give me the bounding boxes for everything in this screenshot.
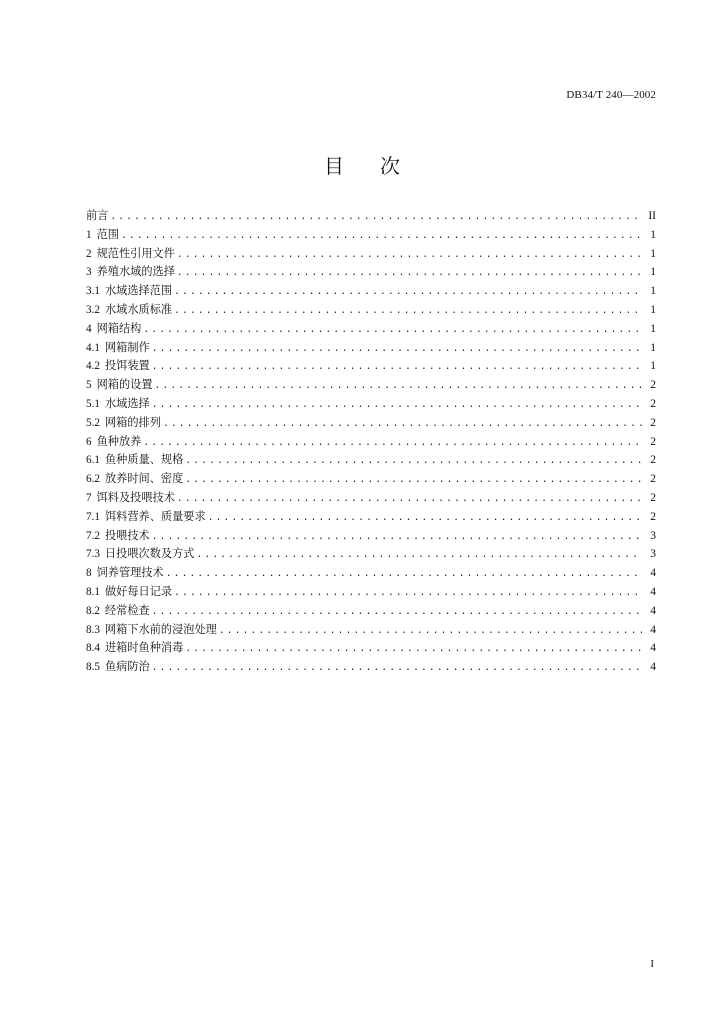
toc-entry-number: 5.2 xyxy=(86,416,100,429)
toc-dot-leader xyxy=(121,227,642,246)
toc-entry-label: 投饵装置 xyxy=(104,359,150,373)
toc-entry-page: 4 xyxy=(650,567,656,580)
toc-entry-number: 7.1 xyxy=(86,510,100,523)
toc-entry-page: 4 xyxy=(650,642,656,655)
toc-entry-page: 2 xyxy=(650,435,656,448)
toc-entry-number: 7.3 xyxy=(86,548,100,561)
toc-entry-number: 5.1 xyxy=(86,397,100,410)
toc-entry-number: 7.2 xyxy=(86,529,100,542)
toc-entry[interactable] xyxy=(86,621,656,640)
toc-dot-leader xyxy=(152,358,642,377)
toc-entry-label: 规范性引用文件 xyxy=(96,246,175,260)
page-title xyxy=(0,150,724,179)
toc-entry-label: 饵料营养、质量要求 xyxy=(104,509,206,523)
toc-entry-page: II xyxy=(648,210,656,222)
toc-entry[interactable] xyxy=(86,376,656,395)
toc-entry-label: 网箱的排列 xyxy=(104,415,161,429)
toc-entry-label: 前言 xyxy=(86,209,109,222)
toc-entry-title xyxy=(86,433,141,452)
toc-entry-label: 饵料及投喂技术 xyxy=(96,490,175,504)
toc-entry-page: 1 xyxy=(650,266,656,279)
toc-entry-page: 3 xyxy=(650,548,656,561)
toc-entry-title xyxy=(86,226,119,245)
toc-entry-title xyxy=(86,451,183,470)
toc-entry-title xyxy=(86,320,141,339)
toc-entry-page: 1 xyxy=(650,360,656,373)
toc-entry-page: 3 xyxy=(650,529,656,542)
toc-entry-label: 放养时间、密度 xyxy=(104,472,184,486)
toc-entry-title xyxy=(86,414,161,433)
toc-dot-leader xyxy=(174,302,642,321)
toc-entry-label: 鱼种放养 xyxy=(96,434,142,448)
toc-entry-number: 1 xyxy=(86,228,92,241)
toc-entry-label: 范围 xyxy=(96,227,119,241)
toc-entry-page: 1 xyxy=(650,285,656,298)
toc-dot-leader xyxy=(177,264,642,283)
page-number: I xyxy=(650,958,654,970)
toc-entry-page: 1 xyxy=(650,247,656,260)
toc-entry-number: 3 xyxy=(86,266,92,279)
toc-entry-label: 水域水质标准 xyxy=(104,302,173,316)
toc-entry[interactable] xyxy=(86,470,656,489)
toc-dot-leader xyxy=(185,471,642,490)
toc-entry-title xyxy=(86,263,175,282)
toc-entry-page: 2 xyxy=(650,473,656,486)
toc-entry-page: 2 xyxy=(650,416,656,429)
toc-entry[interactable] xyxy=(86,207,656,226)
toc-entry-title xyxy=(86,489,175,508)
toc-entry[interactable] xyxy=(86,658,656,677)
toc-entry[interactable] xyxy=(86,339,656,358)
document-code: DB34/T 240—2002 xyxy=(566,89,656,101)
toc-entry-title xyxy=(86,301,172,320)
toc-entry-label: 网箱制作 xyxy=(104,340,150,354)
title-char-1: 目 xyxy=(324,154,344,178)
toc-entry[interactable] xyxy=(86,489,656,508)
toc-entry-number: 6.1 xyxy=(86,454,100,467)
toc-entry-title xyxy=(86,527,150,546)
toc-entry[interactable] xyxy=(86,301,656,320)
toc-entry[interactable] xyxy=(86,451,656,470)
toc-entry-number: 8.5 xyxy=(86,661,100,674)
toc-entry[interactable] xyxy=(86,508,656,527)
toc-dot-leader xyxy=(174,584,642,603)
toc-entry-number: 3.1 xyxy=(86,285,100,298)
toc-entry-label: 水域选择范围 xyxy=(104,284,173,298)
toc-entry[interactable] xyxy=(86,433,656,452)
toc-entry[interactable] xyxy=(86,320,656,339)
toc-entry[interactable] xyxy=(86,583,656,602)
toc-entry-title xyxy=(86,658,150,677)
toc-entry-page: 4 xyxy=(650,585,656,598)
toc-dot-leader xyxy=(174,283,642,302)
toc-entry-number: 2 xyxy=(86,247,92,260)
toc-entry-number: 5 xyxy=(86,379,92,392)
toc-dot-leader xyxy=(152,659,642,678)
toc-entry-number: 6 xyxy=(86,435,92,448)
toc-entry[interactable] xyxy=(86,545,656,564)
toc-dot-leader xyxy=(166,565,642,584)
toc-entry[interactable] xyxy=(86,395,656,414)
toc-entry-number: 4.1 xyxy=(86,341,100,354)
toc-entry-number: 4.2 xyxy=(86,360,100,373)
toc-entry-label: 饲养管理技术 xyxy=(96,566,164,580)
toc-entry-title xyxy=(86,207,108,226)
toc-entry[interactable] xyxy=(86,414,656,433)
toc-entry-number: 7 xyxy=(86,491,92,504)
toc-entry-label: 投喂技术 xyxy=(104,528,150,542)
toc-dot-leader xyxy=(163,415,642,434)
toc-entry-title xyxy=(86,583,172,602)
toc-dot-leader xyxy=(155,377,642,396)
toc-entry-page: 2 xyxy=(650,454,656,467)
toc-entry-label: 养殖水域的选择 xyxy=(96,265,175,279)
toc-entry[interactable] xyxy=(86,263,656,282)
toc-entry-page: 4 xyxy=(650,623,656,636)
toc-entry-page: 1 xyxy=(650,303,656,316)
toc-dot-leader xyxy=(197,546,643,565)
toc-dot-leader xyxy=(152,528,642,547)
toc-entry-label: 网箱的设置 xyxy=(96,378,153,392)
toc-entry[interactable] xyxy=(86,226,656,245)
toc-dot-leader xyxy=(143,434,642,453)
toc-entry-number: 8.3 xyxy=(86,623,100,636)
toc-dot-leader xyxy=(152,340,642,359)
toc-entry-number: 8.1 xyxy=(86,585,100,598)
toc-entry-page: 1 xyxy=(650,322,656,335)
toc-entry-title xyxy=(86,602,150,621)
toc-entry-label: 经常检查 xyxy=(104,603,150,617)
toc-entry-title xyxy=(86,339,150,358)
toc-entry-label: 进箱时鱼种消毒 xyxy=(104,641,184,655)
toc-entry[interactable] xyxy=(86,527,656,546)
toc-entry-title xyxy=(86,508,206,527)
toc-entry-title xyxy=(86,282,172,301)
toc-entry[interactable] xyxy=(86,602,656,621)
toc-entry-number: 8.4 xyxy=(86,642,100,655)
toc-dot-leader xyxy=(185,640,642,659)
toc-entry-label: 网箱结构 xyxy=(96,321,142,335)
table-of-contents xyxy=(86,207,656,677)
title-char-2: 次 xyxy=(380,154,400,178)
toc-entry-page: 4 xyxy=(650,604,656,617)
toc-entry-title xyxy=(86,470,183,489)
toc-entry-number: 6.2 xyxy=(86,473,100,486)
toc-entry[interactable] xyxy=(86,357,656,376)
toc-entry-title xyxy=(86,376,153,395)
toc-entry-title xyxy=(86,545,195,564)
toc-entry-title xyxy=(86,395,150,414)
toc-entry-label: 鱼种质量、规格 xyxy=(104,453,184,467)
toc-entry-page: 1 xyxy=(650,341,656,354)
toc-entry-title xyxy=(86,621,217,640)
toc-entry-label: 做好每日记录 xyxy=(104,584,173,598)
toc-entry-page: 2 xyxy=(650,397,656,410)
toc-entry-label: 水域选择 xyxy=(104,396,150,410)
toc-dot-leader xyxy=(185,452,642,471)
toc-entry-page: 4 xyxy=(650,661,656,674)
toc-entry[interactable] xyxy=(86,564,656,583)
toc-entry-page: 2 xyxy=(650,510,656,523)
toc-dot-leader xyxy=(143,321,642,340)
toc-dot-leader xyxy=(177,490,642,509)
toc-dot-leader xyxy=(152,396,642,415)
toc-entry[interactable] xyxy=(86,639,656,658)
toc-entry-label: 鱼病防治 xyxy=(104,660,150,674)
toc-entry-page: 2 xyxy=(650,379,656,392)
toc-dot-leader xyxy=(177,246,642,265)
toc-entry-number: 8 xyxy=(86,567,92,580)
toc-entry-number: 3.2 xyxy=(86,303,100,316)
toc-entry-page: 1 xyxy=(650,228,656,241)
toc-entry[interactable] xyxy=(86,245,656,264)
toc-entry-label: 网箱下水前的浸泡处理 xyxy=(104,622,217,636)
toc-dot-leader xyxy=(219,622,642,641)
toc-dot-leader xyxy=(110,208,642,227)
toc-entry-title xyxy=(86,357,150,376)
toc-entry-title xyxy=(86,245,175,264)
toc-entry-page: 2 xyxy=(650,491,656,504)
toc-entry-number: 8.2 xyxy=(86,604,100,617)
toc-entry-title xyxy=(86,564,164,583)
toc-dot-leader xyxy=(208,509,642,528)
toc-entry-number: 4 xyxy=(86,322,92,335)
toc-dot-leader xyxy=(152,603,642,622)
toc-entry-title xyxy=(86,639,183,658)
toc-entry[interactable] xyxy=(86,282,656,301)
toc-entry-label: 日投喂次数及方式 xyxy=(104,547,195,561)
